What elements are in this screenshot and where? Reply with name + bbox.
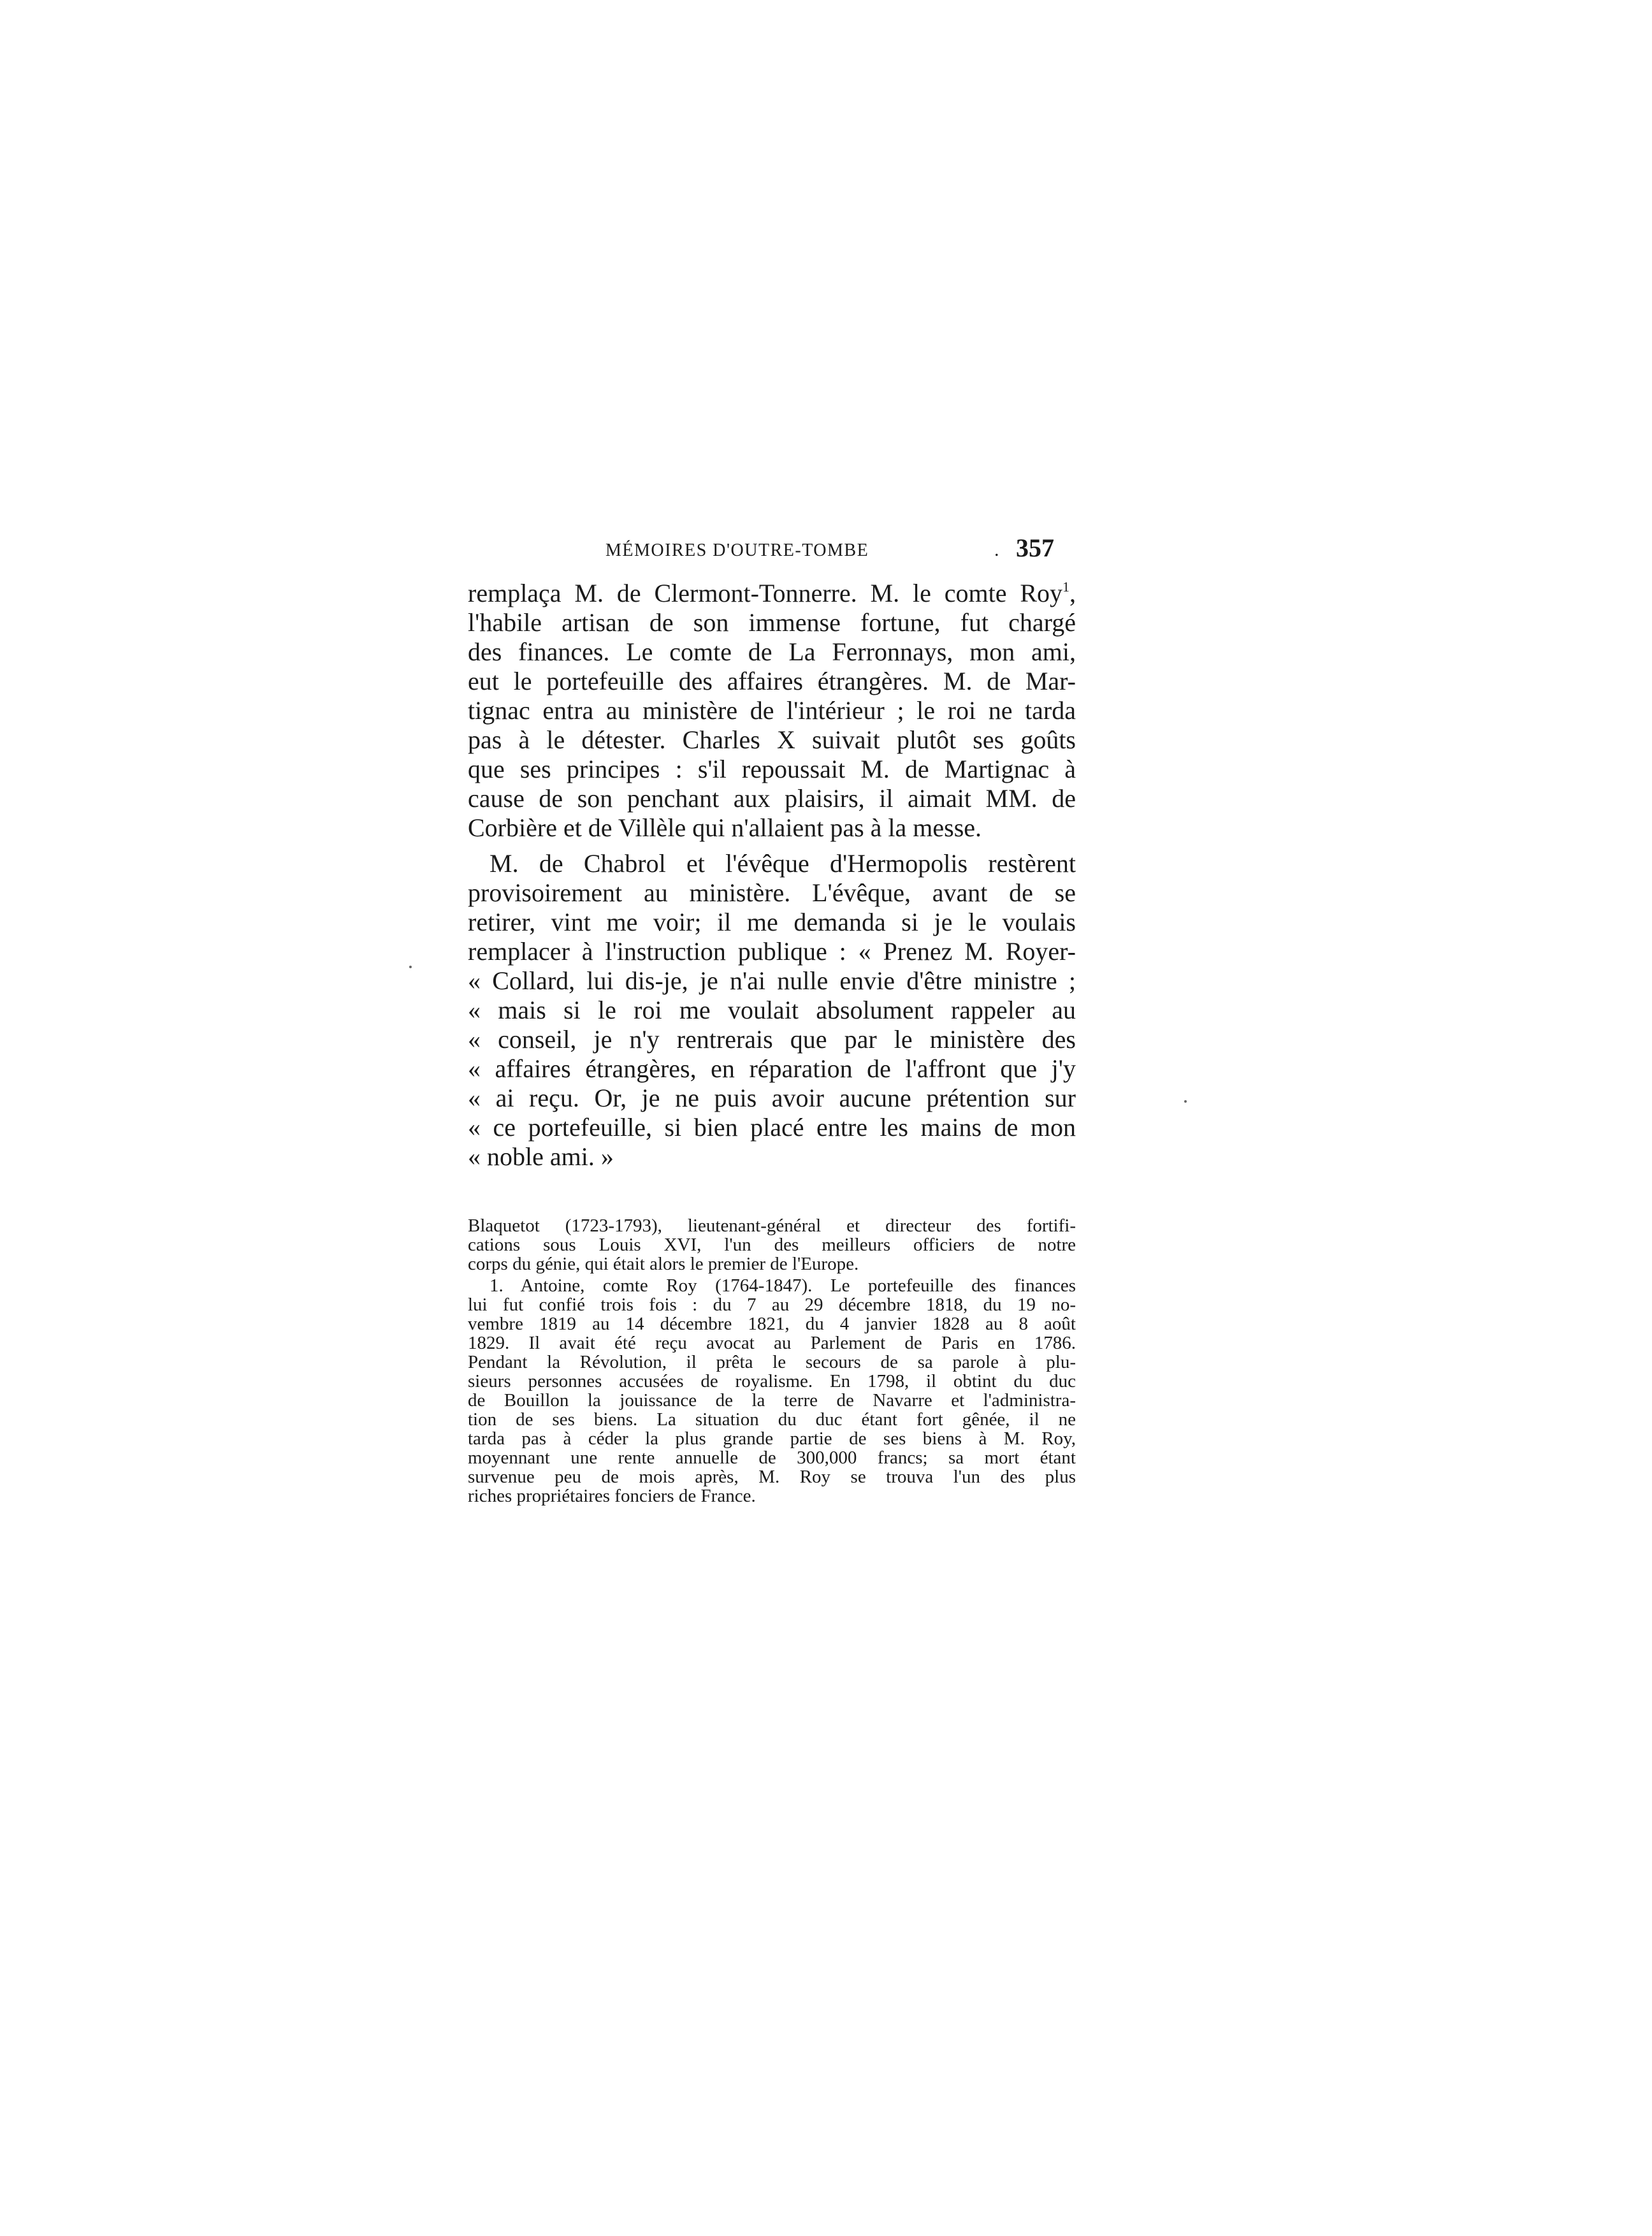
footnote-line: vembre 1819 au 14 décembre 1821, du 4 janvier 1828 au 8 août [468, 1314, 1076, 1334]
running-title: MÉMOIRES D'OUTRE-TOMBE [605, 541, 869, 560]
body-line: « Collard, lui dis-je, je n'ai nulle envie d'être ministre ; [468, 966, 1076, 995]
footnote-line: cations sous Louis XVI, l'un des meilleurs officiers de notre [468, 1235, 1076, 1255]
body-line: Corbière et de Villèle qui n'allaient pas à la messe. [468, 813, 982, 842]
body-line: M. de Chabrol et l'évêque d'Hermopolis restèrent [489, 849, 1076, 878]
body-line: eut le portefeuille des affaires étrangères. M. de Mar- [468, 667, 1076, 695]
body-line: l'habile artisan de son immense fortune, fut chargé [468, 608, 1076, 637]
body-line: « noble ami. » [468, 1142, 614, 1171]
footnote-line: lui fut confié trois fois : du 7 au 29 décembre 1818, du 19 no- [468, 1295, 1076, 1315]
footnote-line: tion de ses biens. La situation du duc étant fort gênée, il ne [468, 1409, 1076, 1430]
body-line: tignac entra au ministère de l'intérieur ; le roi ne tarda [468, 696, 1076, 725]
body-line: retirer, vint me voir; il me demanda si je le voulais [468, 908, 1076, 936]
footnote-line: 1829. Il avait été reçu avocat au Parlement de Paris en 1786. [468, 1333, 1076, 1353]
scan-speck [409, 966, 412, 968]
footnote-line: Blaquetot (1723-1793), lieutenant-général et directeur des fortifi- [468, 1216, 1076, 1236]
footnote-line: sieurs personnes accusées de royalisme. En 1798, il obtint du duc [468, 1371, 1076, 1391]
body-line: « ce portefeuille, si bien placé entre les mains de mon [468, 1113, 1076, 1142]
body-line: « ai reçu. Or, je ne puis avoir aucune prétention sur [468, 1084, 1076, 1112]
body-line: remplaça M. de Clermont-Tonnerre. M. le comte Roy$^1$, [468, 579, 1076, 607]
footnote-line: corps du génie, qui était alors le premier de l'Europe. [468, 1254, 859, 1274]
body-line: « conseil, je n'y rentrerais que par le ministère des [468, 1025, 1076, 1054]
body-line: provisoirement au ministère. L'évêque, avant de se [468, 878, 1076, 907]
body-line: que ses principes : s'il repoussait M. de Martignac à [468, 755, 1076, 783]
page-number: 357 [1016, 534, 1054, 562]
footnote-line: moyennant une rente annuelle de 300,000 francs; sa mort étant [468, 1448, 1076, 1468]
footnote-line: 1. Antoine, comte Roy (1764-1847). Le portefeuille des finances [489, 1275, 1076, 1296]
footnote-line: tarda pas à céder la plus grande partie de ses biens à M. Roy, [468, 1428, 1076, 1449]
footnote-line: Pendant la Révolution, il prêta le secours de sa parole à plu- [468, 1352, 1076, 1372]
body-line: « mais si le roi me voulait absolument rappeler au [468, 996, 1076, 1024]
footnote-line: survenue peu de mois après, M. Roy se trouva l'un des plus [468, 1467, 1076, 1487]
footnote-line: riches propriétaires fonciers de France. [468, 1486, 756, 1506]
body-line: pas à le détester. Charles X suivait plutôt ses goûts [468, 725, 1076, 754]
footnote-line: de Bouillon la jouissance de la terre de Navarre et l'administra- [468, 1390, 1076, 1411]
footnote-ref: 1 [1062, 579, 1069, 595]
body-line: « affaires étrangères, en réparation de l'affront que j'y [468, 1054, 1076, 1083]
body-line: remplacer à l'instruction publique : « Prenez M. Royer- [468, 937, 1076, 966]
body-line: cause de son penchant aux plaisirs, il aimait MM. de [468, 784, 1076, 813]
scan-speck [1184, 1100, 1187, 1103]
header-separator: . [994, 539, 999, 560]
body-line: des finances. Le comte de La Ferronnays, mon ami, [468, 637, 1076, 666]
